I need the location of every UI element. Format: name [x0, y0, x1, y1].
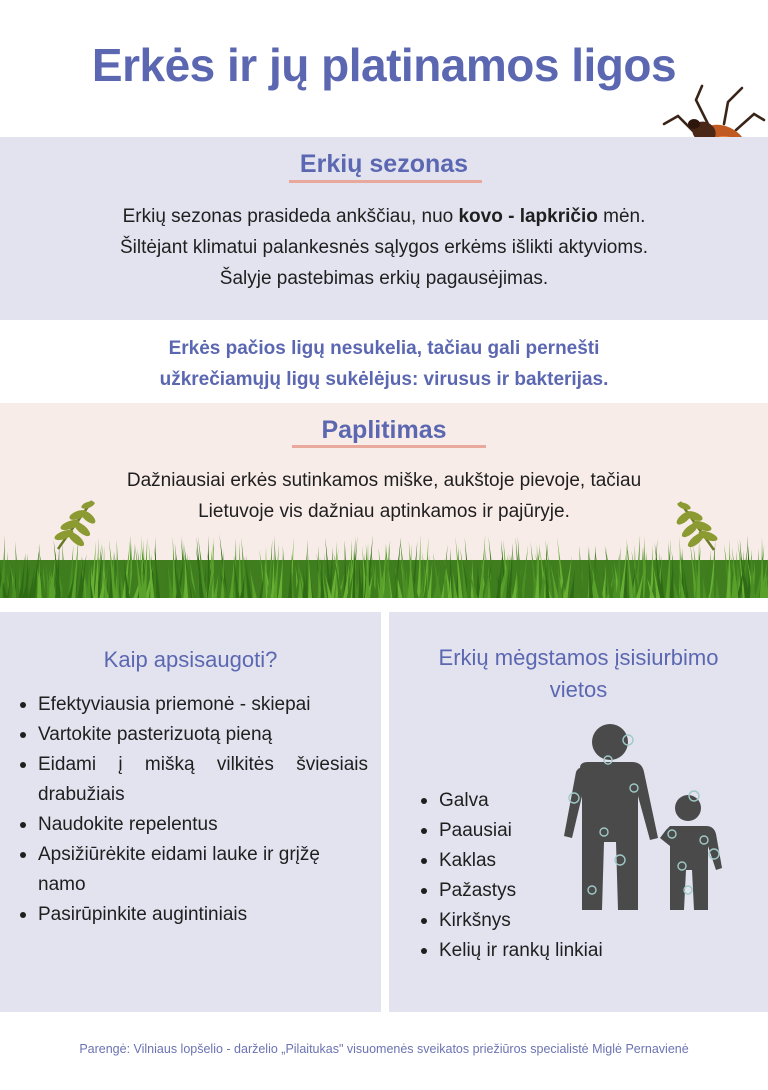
adult-child-silhouette-icon — [558, 720, 738, 920]
info-statement — [0, 333, 768, 395]
list-item: Kaklas — [419, 846, 649, 876]
list-item: Efektyviausia priemonė - skiepai — [18, 690, 368, 720]
info-line-1: Erkės pačios ligų nesukelia, tačiau gali pernešti — [168, 338, 600, 359]
season-text — [0, 201, 768, 294]
list-item-line: drabužiais — [38, 784, 125, 805]
season-line-1: Erkių sezonas prasideda ankščiau, nuo kovo - lapkričio mėn. — [122, 206, 646, 227]
spread-title-underline — [292, 445, 486, 448]
list-item: Kelių ir rankų linkiai — [419, 936, 649, 966]
spread-text — [0, 465, 768, 527]
season-line-3: Šalyje pastebimas erkių pagausėjimas. — [219, 268, 549, 289]
season-line-2: Šiltėjant klimatui palankesnės sąlygos erkėms išlikti aktyvioms. — [120, 237, 648, 258]
attachment-spots-title-line-1: Erkių mėgstamos įsisiurbimo — [438, 645, 719, 670]
page-title: Erkės ir jų platinamos ligos — [91, 39, 677, 91]
grass-icon — [0, 530, 768, 598]
list-item: Pasirūpinkite augintiniais — [18, 900, 368, 930]
season-title-underline — [289, 180, 482, 183]
list-item: Pažastys — [419, 876, 649, 906]
list-item — [18, 750, 368, 810]
list-item — [18, 840, 368, 900]
footer-credit: Parengė: Vilniaus lopšelio - darželio „Pilaitukas" visuomenės sveikatos priežiūros specialistė Miglė Pernavienė — [79, 1042, 689, 1056]
spread-title: Paplitimas — [321, 416, 447, 444]
protection-box — [0, 612, 381, 1012]
info-line-2: užkrečiamųjų ligų sukėlėjus: virusus ir bakterijas. — [159, 369, 609, 390]
spread-line-1: Dažniausiai erkės sutinkamos miške, aukštoje pievoje, tačiau — [126, 470, 642, 491]
list-item: Galva — [419, 786, 649, 816]
protection-title: Kaip apsisaugoti? — [103, 647, 278, 672]
list-item-line: namo — [38, 874, 86, 895]
list-item-line: Apsižiūrėkite eidami lauke ir grįžę — [38, 844, 320, 865]
attachment-spots-title-line-2: vietos — [549, 677, 608, 702]
list-item: Naudokite repelentus — [18, 810, 368, 840]
spread-line-2: Lietuvoje vis dažniau aptinkamos ir pajūryje. — [198, 501, 570, 522]
protection-list — [18, 690, 368, 930]
list-item: Paausiai — [419, 816, 649, 846]
attachment-spots-title — [389, 642, 768, 706]
list-item: Vartokite pasterizuotą pieną — [18, 720, 368, 750]
season-title: Erkių sezonas — [299, 150, 469, 178]
list-item-line: Eidami į mišką vilkitės šviesiais — [38, 754, 368, 775]
list-item: Kirkšnys — [419, 906, 649, 936]
